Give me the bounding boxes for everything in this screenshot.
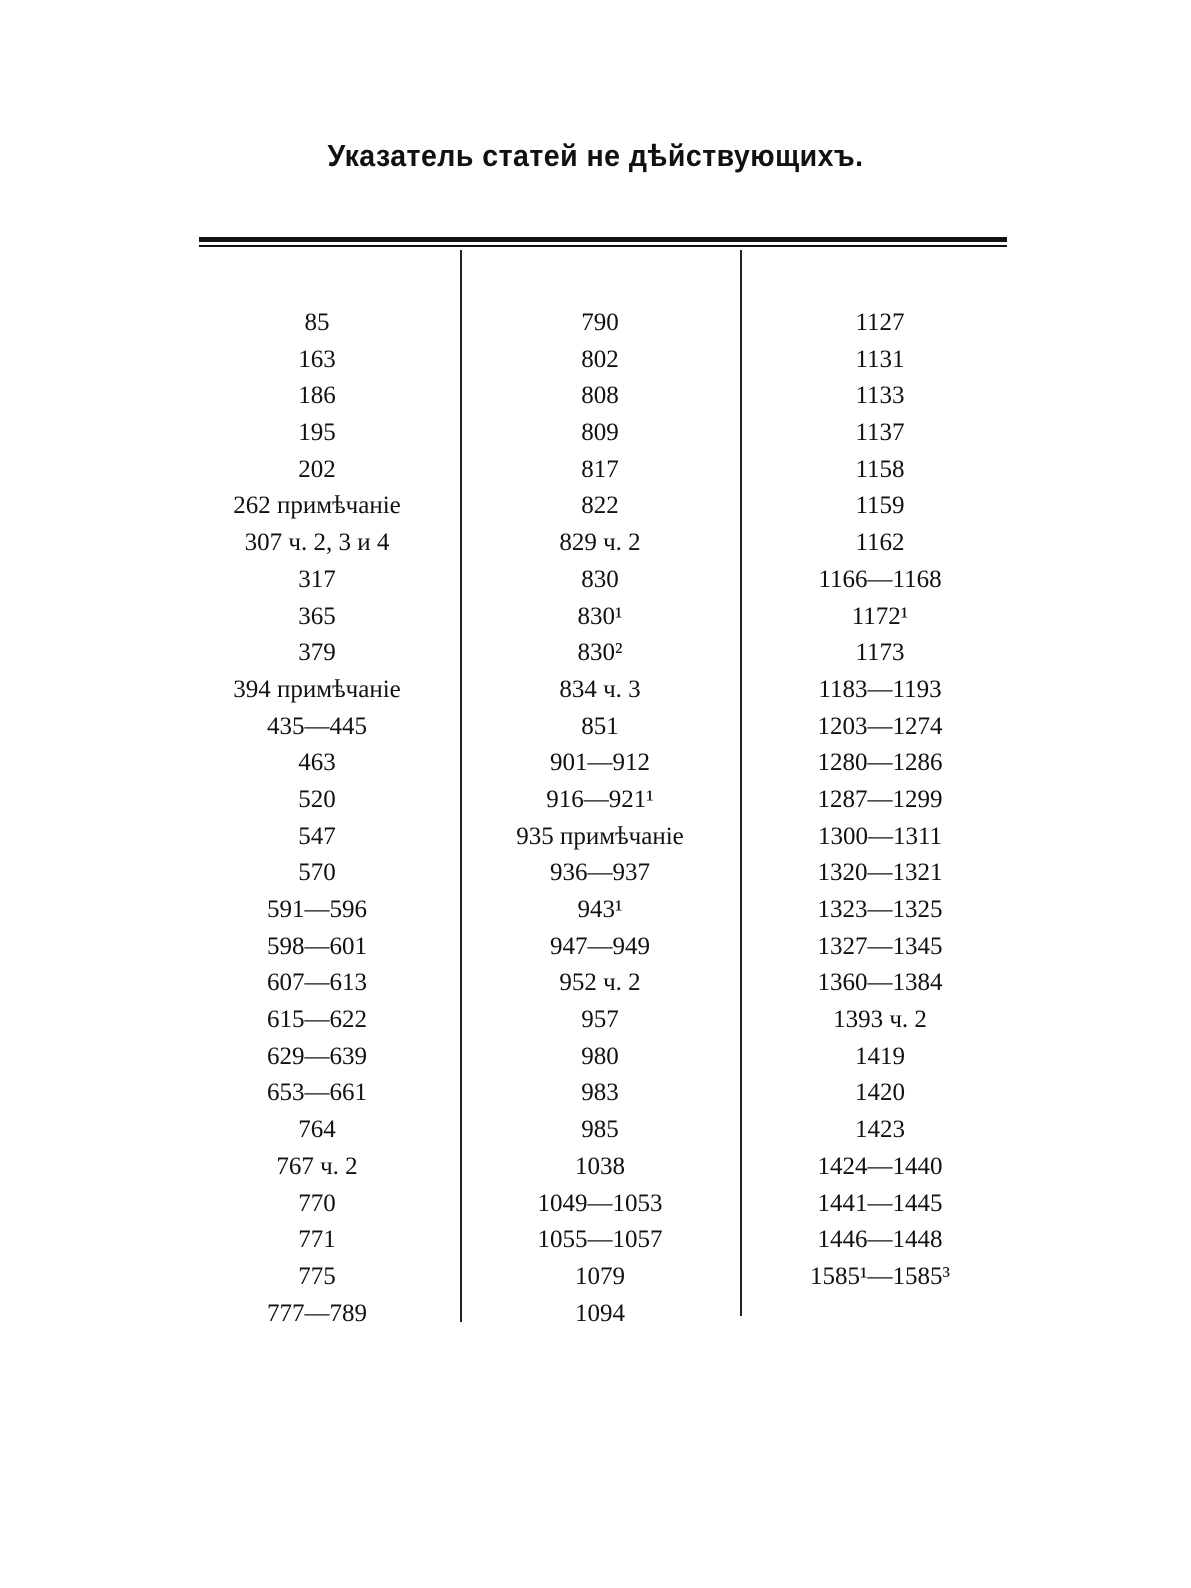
index-entry: 598—601 [267, 932, 367, 960]
index-entry: 1203—1274 [817, 712, 943, 740]
index-entry: 317 [298, 565, 336, 593]
index-entry: 1446—1448 [817, 1226, 943, 1254]
index-entry: 607—613 [267, 969, 367, 997]
index-entry: 770 [298, 1189, 336, 1217]
index-entry: 830² [577, 639, 623, 667]
index-entry: 943¹ [577, 896, 623, 923]
index-entry: 1287—1299 [817, 785, 943, 813]
index-entry: 1166—1168 [818, 565, 942, 593]
index-entry: 809 [581, 419, 619, 447]
index-entry: 1137 [855, 419, 905, 447]
index-entry: 935 примѣчаніе [516, 822, 684, 850]
index-entry: 85 [304, 309, 330, 336]
index-entry: 916—921¹ [546, 785, 654, 813]
index-entry: 1049—1053 [537, 1189, 663, 1217]
index-entry: 1158 [855, 455, 905, 483]
index-entry: 1393 ч. 2 [833, 1006, 927, 1034]
index-entry: 985 [581, 1116, 619, 1144]
index-entry: 936—937 [550, 859, 650, 887]
index-entry: 435—445 [267, 712, 367, 740]
index-entry: 570 [298, 859, 336, 887]
index-entry: 808 [581, 382, 619, 410]
index-entry: 1131 [855, 345, 905, 373]
column-divider-1 [460, 250, 462, 1322]
index-entry: 1327—1345 [817, 932, 943, 960]
index-entry: 1055—1057 [537, 1226, 663, 1254]
index-entry: 775 [298, 1262, 336, 1290]
index-column-2 [480, 305, 720, 1332]
index-entry: 1441—1445 [817, 1189, 943, 1217]
index-entry: 817 [581, 455, 619, 483]
index-column-1 [200, 305, 434, 1332]
index-entry: 1423 [855, 1116, 905, 1144]
index-entry: 1280—1286 [817, 749, 943, 777]
index-entry: 1159 [855, 492, 905, 520]
index-entry: 653—661 [267, 1079, 367, 1107]
index-entry: 365 [298, 602, 336, 630]
index-entry: 1360—1384 [817, 969, 943, 997]
index-entry: 851 [581, 712, 619, 740]
index-entry: 1038 [575, 1152, 625, 1180]
index-entry: 1420 [855, 1079, 905, 1107]
index-entry: 547 [298, 822, 336, 850]
index-entry: 1133 [855, 382, 905, 410]
index-entry: 186 [298, 382, 336, 410]
index-entry: 202 [298, 455, 336, 483]
index-entry: 830¹ [577, 602, 623, 630]
index-entry: 830 [581, 565, 619, 593]
index-entry: 394 примѣчаніе [233, 675, 401, 703]
index-entry: 1173 [855, 639, 905, 667]
index-entry: 463 [298, 749, 336, 777]
index-entry: 790 [581, 309, 619, 336]
index-entry: 802 [581, 345, 619, 373]
index-entry: 1300—1311 [817, 822, 943, 850]
header-rule-thin [199, 245, 1007, 247]
index-entry: 520 [298, 785, 336, 813]
index-entry: 767 ч. 2 [276, 1152, 358, 1180]
index-entry: 1162 [855, 529, 905, 557]
index-entry: 1585¹—1585³ [810, 1262, 950, 1290]
index-entry: 957 [581, 1006, 619, 1034]
index-entry: 980 [581, 1042, 619, 1070]
index-entry: 764 [298, 1116, 336, 1144]
index-entry: 262 примѣчаніе [233, 492, 401, 520]
index-entry: 1424—1440 [817, 1152, 943, 1180]
index-entry: 952 ч. 2 [559, 969, 641, 997]
index-entry: 1323—1325 [817, 896, 943, 923]
index-entry: 163 [298, 345, 336, 373]
index-entry: 629—639 [267, 1042, 367, 1070]
index-entry: 771 [298, 1226, 336, 1254]
index-entry: 379 [298, 639, 336, 667]
index-entry: 1183—1193 [818, 675, 942, 703]
index-entry: 591—596 [267, 896, 367, 923]
index-entry: 829 ч. 2 [559, 529, 641, 557]
index-entry: 1127 [855, 309, 905, 336]
index-column-3 [760, 305, 1000, 1296]
index-entry: 1419 [855, 1042, 905, 1070]
index-entry: 901—912 [550, 749, 650, 777]
header-rule-thick [199, 237, 1007, 242]
index-entry: 307 ч. 2, 3 и 4 [244, 529, 390, 557]
index-entry: 834 ч. 3 [559, 675, 641, 703]
index-entry: 947—949 [550, 932, 650, 960]
page-title: Указатель статей не дѣйствующихъ. [327, 138, 864, 173]
index-entry: 1079 [575, 1262, 625, 1290]
index-entry: 1172¹ [851, 602, 909, 630]
index-entry: 615—622 [267, 1006, 367, 1034]
index-entry: 1320—1321 [817, 859, 943, 887]
column-divider-2 [740, 250, 742, 1316]
index-entry: 195 [298, 419, 336, 447]
index-entry: 777—789 [267, 1299, 367, 1327]
index-entry: 983 [581, 1079, 619, 1107]
index-entry: 822 [581, 492, 619, 520]
index-entry: 1094 [575, 1299, 625, 1327]
